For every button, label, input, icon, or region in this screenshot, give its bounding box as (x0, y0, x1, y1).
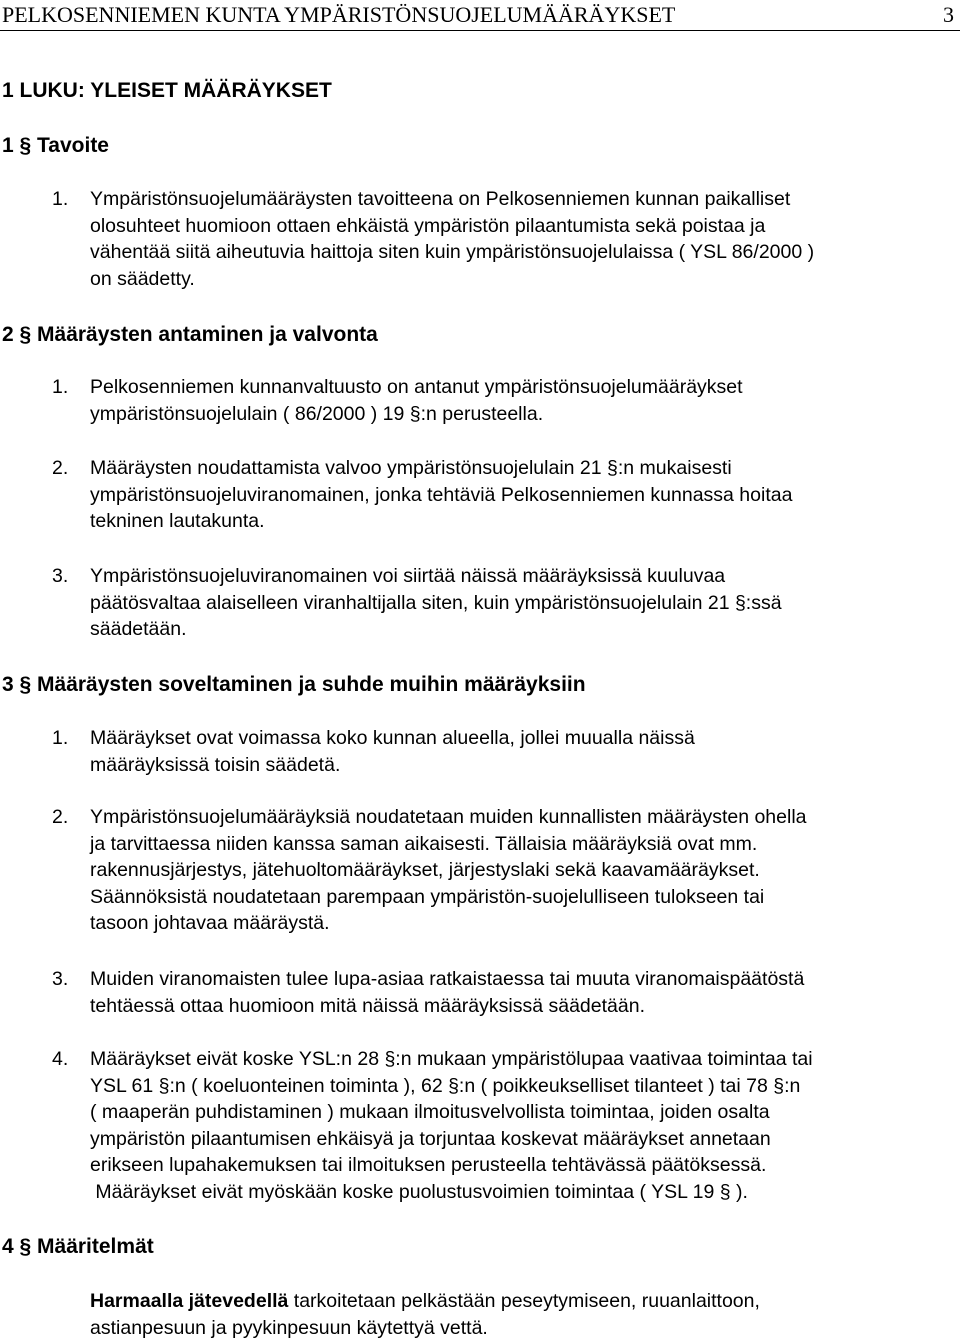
text-line: tehtäessä ottaa huomioon mitä näissä määräyksissä säädetään. (90, 994, 645, 1017)
definition (90, 1288, 950, 1341)
item-text (90, 563, 957, 643)
text-line: Ympäristönsuojelumääräyksiä noudatetaan muiden kunnallisten määräysten ohella (90, 806, 807, 828)
item-text (90, 804, 957, 937)
text-line (90, 1288, 950, 1315)
item-text (90, 1046, 957, 1205)
text-line: Muiden viranomaisten tulee lupa-asiaa ratkaistaessa tai muuta viranomaispäätöstä (90, 968, 805, 990)
item-text (90, 186, 957, 292)
page-number: 3 (943, 2, 954, 27)
section-heading-3: 3 § Määräysten soveltaminen ja suhde muihin määräyksiin (2, 673, 586, 696)
item-number: 1. (52, 188, 69, 210)
section-heading-2: 2 § Määräysten antaminen ja valvonta (2, 323, 378, 346)
text-line: vähentää siitä aiheutuvia haittoja siten kuin ympäristönsuojelulaissa ( YSL 86/2000 ) (90, 241, 815, 263)
list-item (52, 186, 957, 292)
text-line: ympäristönsuojelulain ( 86/2000 ) 19 §:n perusteella. (90, 402, 544, 425)
text-line: Määräykset eivät myöskään koske puolustusvoimien toimintaa ( YSL 19 § ). (90, 1180, 748, 1203)
text-line: Määräysten noudattamista valvoo ympäristönsuojelulain 21 §:n mukaisesti (90, 457, 732, 479)
item-number: 4. (52, 1048, 69, 1070)
header-title: PELKOSENNIEMEN KUNTA YMPÄRISTÖNSUOJELUMÄÄRÄYKSET (2, 2, 676, 27)
definition-text: tarkoitetaan pelkästään peseytymiseen, ruuanlaittoon, (288, 1290, 760, 1312)
item-number: 3. (52, 968, 69, 990)
list-item (52, 374, 957, 427)
chapter-heading: 1 LUKU: YLEISET MÄÄRÄYKSET (2, 79, 332, 102)
list-item (52, 966, 957, 1019)
item-number: 2. (52, 806, 69, 828)
text-line: määräyksissä toisin säädetä. (90, 753, 341, 776)
section-heading-1: 1 § Tavoite (2, 134, 109, 157)
section-heading-4: 4 § Määritelmät (2, 1235, 154, 1258)
text-line: erikseen lupahakemuksen tai ilmoituksen perusteella tehtävässä päätöksessä. (90, 1154, 767, 1176)
item-text (90, 725, 957, 778)
text-line: Pelkosenniemen kunnanvaltuusto on antanut ympäristönsuojelumääräykset (90, 376, 743, 398)
text-line: Ympäristönsuojelumääräysten tavoitteena on Pelkosenniemen kunnan paikalliset (90, 188, 791, 210)
text-line: ympäristönsuojeluviranomainen, jonka tehtäviä Pelkosenniemen kunnassa hoitaa (90, 483, 793, 506)
item-text (90, 374, 957, 427)
list-item (52, 804, 957, 937)
text-line: säädetään. (90, 618, 187, 640)
text-line: tekninen lautakunta. (90, 510, 265, 532)
item-number: 1. (52, 376, 69, 398)
text-line: astianpesuun ja pyykinpesuun käytettyä vettä. (90, 1316, 488, 1339)
text-line: rakennusjärjestys, jätehuoltomääräykset, järjestyslaki sekä kaavamääräykset. (90, 859, 760, 881)
item-text (90, 455, 957, 535)
list-item (52, 563, 957, 643)
page-header (0, 0, 960, 31)
text-line: ( maaperän puhdistaminen ) mukaan ilmoitusvelvollista toimintaa, joiden osalta (90, 1101, 770, 1123)
list-item (52, 725, 957, 778)
text-line: YSL 61 §:n ( koeluonteinen toiminta ), 62 §:n ( poikkeukselliset tilanteet ) tai 78 §:n (90, 1074, 801, 1097)
list-item (52, 1046, 957, 1205)
text-line: Ympäristönsuojeluviranomainen voi siirtää näissä määräyksissä kuuluvaa (90, 565, 726, 587)
text-line: on säädetty. (90, 267, 195, 290)
definition-term: Harmaalla jätevedellä (90, 1290, 289, 1312)
text-line: Määräykset ovat voimassa koko kunnan alueella, jollei muualla näissä (90, 727, 695, 749)
text-line: ja tarvittaessa niiden kanssa saman aikaisesti. Tällaisia määräyksiä ovat mm. (90, 832, 758, 855)
list-item (52, 455, 957, 535)
item-number: 2. (52, 457, 69, 479)
text-line: tasoon johtavaa määräystä. (90, 912, 330, 934)
item-text (90, 966, 957, 1019)
text-line: olosuhteet huomioon ottaen ehkäistä ympäristön pilaantumista sekä poistaa ja (90, 214, 766, 237)
text-line: Säännöksistä noudatetaan parempaan ympäristön-suojelulliseen tulokseen tai (90, 885, 765, 908)
text-line: Määräykset eivät koske YSL:n 28 §:n mukaan ympäristölupaa vaativaa toimintaa tai (90, 1048, 813, 1070)
item-number: 3. (52, 565, 69, 587)
text-line: ympäristön pilaantumisen ehkäisyä ja torjuntaa koskevat määräykset annetaan (90, 1127, 771, 1150)
text-line: päätösvaltaa alaiselleen viranhaltijalla siten, kuin ympäristönsuojelulain 21 §:ssä (90, 591, 782, 614)
item-number: 1. (52, 727, 69, 749)
